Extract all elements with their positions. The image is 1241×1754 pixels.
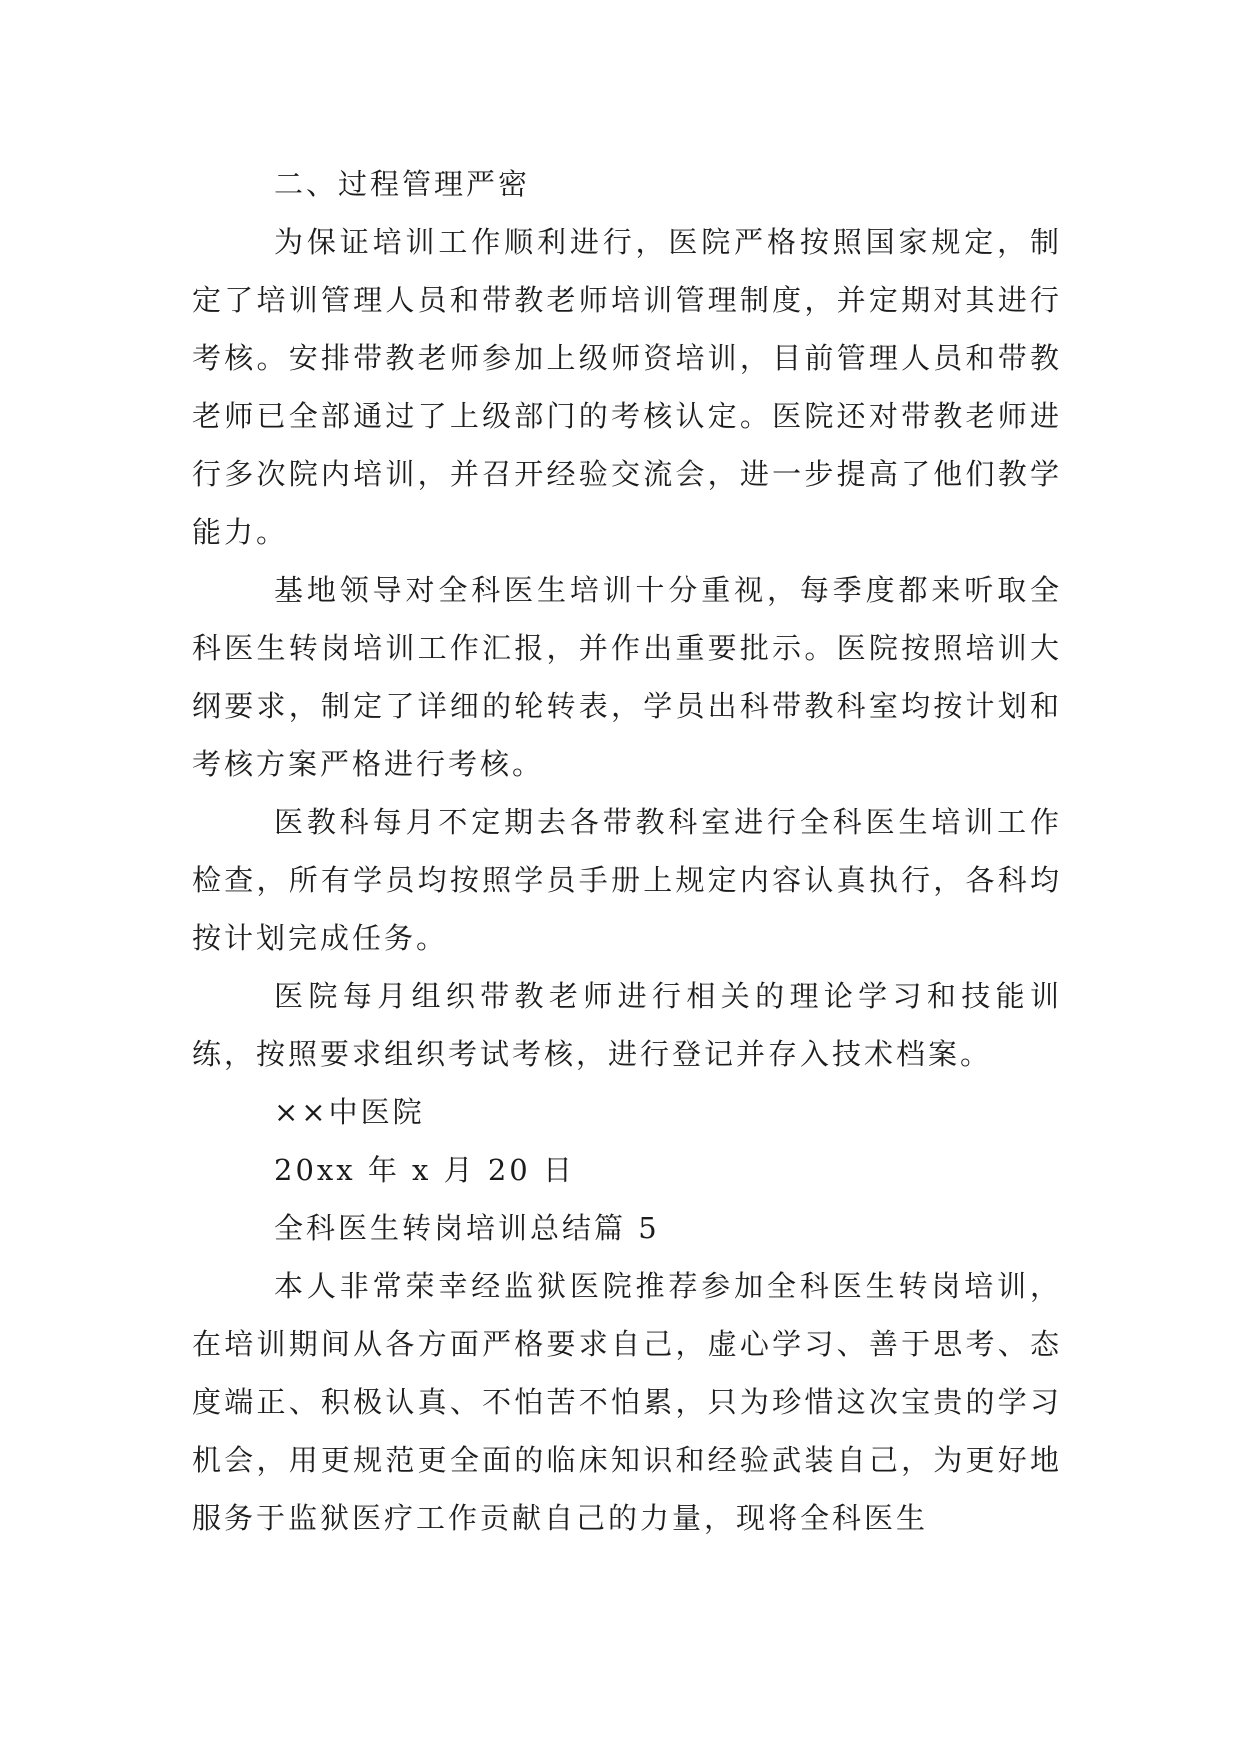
paragraph-monthly-study: 医院每月组织带教老师进行相关的理论学习和技能训练，按照要求组织考试考核，进行登记并存入技术档案。 bbox=[192, 979, 1062, 1071]
next-section-title: 全科医生转岗培训总结篇 5 bbox=[274, 1211, 660, 1245]
signature-org: ××中医院 bbox=[274, 1095, 425, 1129]
document-body bbox=[192, 155, 1062, 1547]
paragraph-next-intro: 本人非常荣幸经监狱医院推荐参加全科医生转岗培训，在培训期间从各方面严格要求自己，虚心学习、善于思考、态度端正、积极认真、不怕苦不怕累，只为珍惜这次宝贵的学习机会，用更规范更全面的临床知识和经验武装自己，为更好地服务于监狱医疗工作贡献自己的力量，现将全科医生 bbox=[192, 1269, 1062, 1535]
paragraph-training-management: 为保证培训工作顺利进行，医院严格按照国家规定，制定了培训管理人员和带教老师培训管理制度，并定期对其进行考核。安排带教老师参加上级师资培训，目前管理人员和带教老师已全部通过了上级部门的考核认定。医院还对带教老师进行多次院内培训，并召开经验交流会，进一步提高了他们教学能力。 bbox=[192, 225, 1062, 549]
section-heading: 二、过程管理严密 bbox=[274, 167, 531, 201]
signature-date: 20xx 年 x 月 20 日 bbox=[274, 1153, 575, 1187]
paragraph-leadership: 基地领导对全科医生培训十分重视，每季度都来听取全科医生转岗培训工作汇报，并作出重要批示。医院按照培训大纲要求，制定了详细的轮转表，学员出科带教科室均按计划和考核方案严格进行考核。 bbox=[192, 573, 1062, 781]
paragraph-inspection: 医教科每月不定期去各带教科室进行全科医生培训工作检查，所有学员均按照学员手册上规定内容认真执行，各科均按计划完成任务。 bbox=[192, 805, 1062, 955]
